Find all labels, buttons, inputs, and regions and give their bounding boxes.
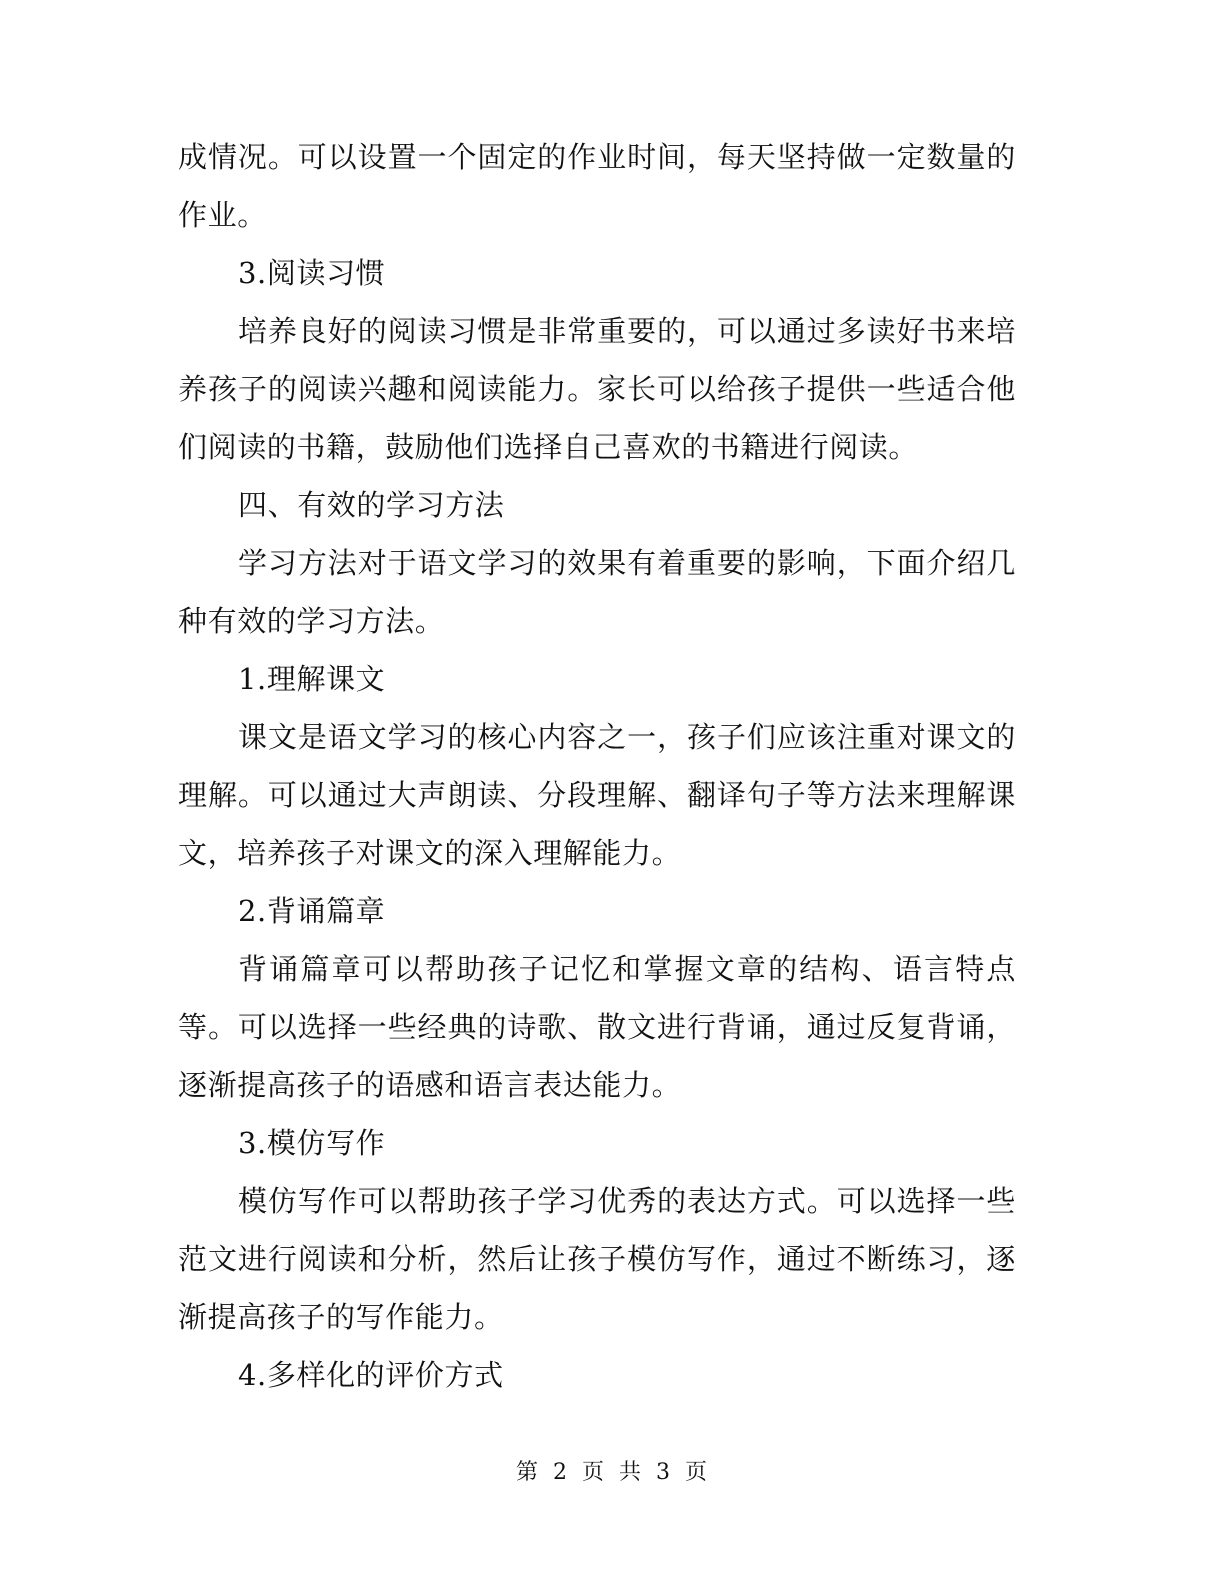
footer-suffix: 页 (685, 1460, 709, 1485)
heading-understand-text: 1.理解课文 (238, 662, 386, 696)
heading-section-four: 四、有效的学习方法 (238, 488, 505, 522)
footer-total-pages: 3 (656, 1460, 672, 1485)
paragraph-understand-text: 课文是语文学习的核心内容之一，孩子们应该注重对课文的理解。可以通过大声朗读、分段理解、翻译句子等方法来理解课文，培养孩子对课文的深入理解能力。 (178, 720, 1016, 870)
footer-page-word: 页 (581, 1460, 605, 1485)
heading-diverse-evaluation: 4.多样化的评价方式 (238, 1358, 504, 1392)
paragraph-reading-habit: 培养良好的阅读习惯是非常重要的，可以通过多读好书来培养孩子的阅读兴趣和阅读能力。家长可以给孩子提供一些适合他们阅读的书籍，鼓励他们选择自己喜欢的书籍进行阅读。 (178, 314, 1016, 464)
page-footer (0, 1458, 1224, 1488)
heading-recite: 2.背诵篇章 (238, 894, 386, 928)
paragraph-recite: 背诵篇章可以帮助孩子记忆和掌握文章的结构、语言特点等。可以选择一些经典的诗歌、散文进行背诵，通过反复背诵，逐渐提高孩子的语感和语言表达能力。 (178, 952, 1016, 1102)
paragraph-imitate-writing: 模仿写作可以帮助孩子学习优秀的表达方式。可以选择一些范文进行阅读和分析，然后让孩子模仿写作，通过不断练习，逐渐提高孩子的写作能力。 (178, 1184, 1016, 1334)
footer-prefix: 第 (515, 1460, 539, 1485)
paragraph-section-four-intro: 学习方法对于语文学习的效果有着重要的影响，下面介绍几种有效的学习方法。 (178, 546, 1016, 638)
heading-reading-habit: 3.阅读习惯 (238, 256, 386, 290)
paragraph-continuation: 成情况。可以设置一个固定的作业时间，每天坚持做一定数量的作业。 (178, 140, 1016, 232)
footer-total-word: 共 (619, 1460, 643, 1485)
heading-imitate-writing: 3.模仿写作 (238, 1126, 386, 1160)
footer-current-page: 2 (552, 1460, 568, 1485)
document-body (178, 128, 1016, 1404)
